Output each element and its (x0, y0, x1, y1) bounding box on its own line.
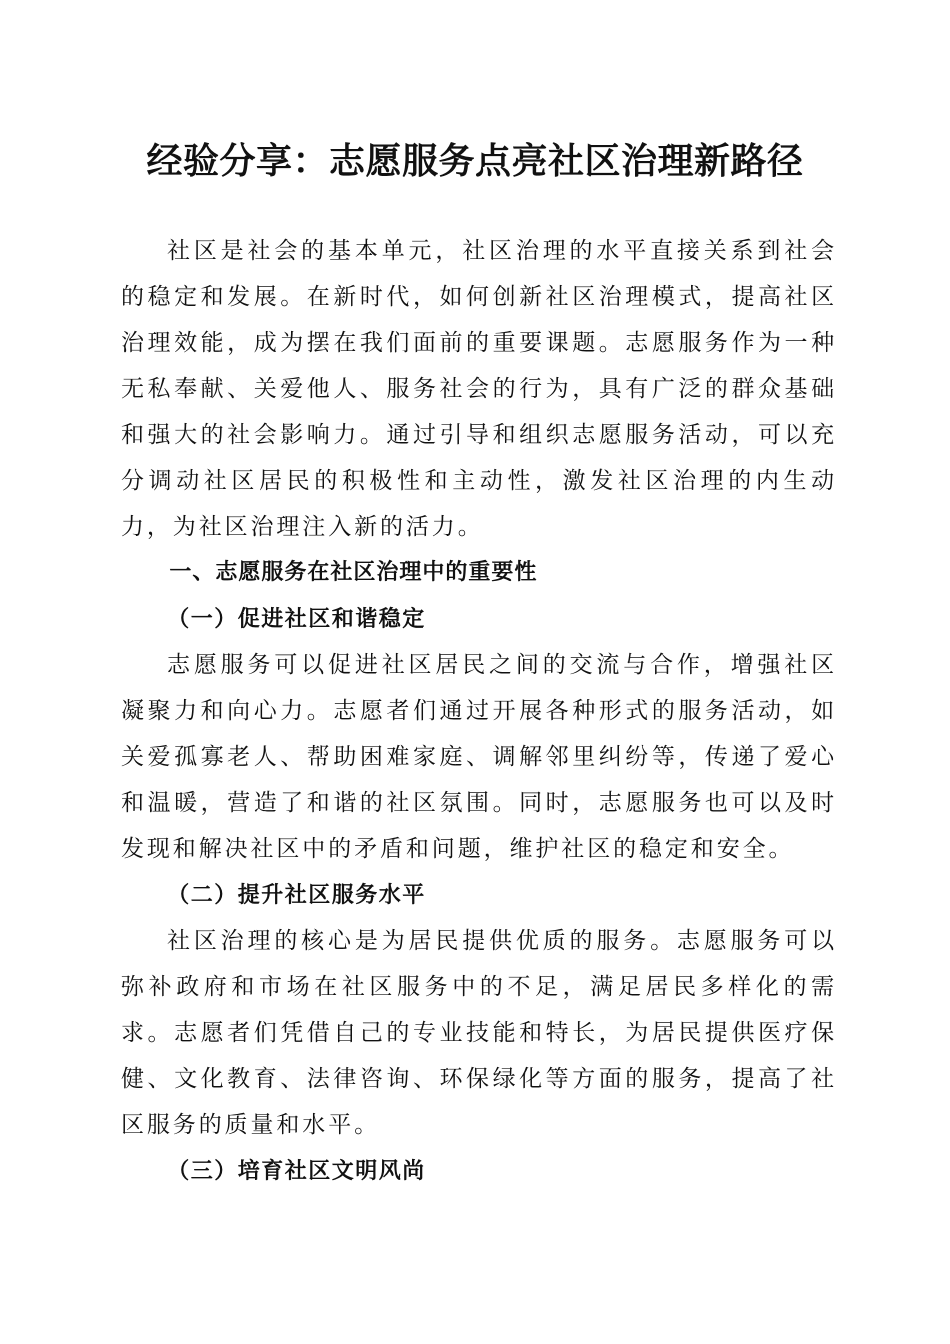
subsection-paragraph: 社区治理的核心是为居民提供优质的服务。志愿服务可以弥补政府和市场在社区服务中的不足，满足居民多样化的需求。志愿者们凭借自己的专业技能和特长，为居民提供医疗保健、文化教育、法律咨询、环保绿化等方面的服务，提高了社区服务的质量和水平。 (121, 928, 837, 1138)
subsection-heading: （二）提升社区服务水平 (167, 882, 426, 908)
intro-paragraph: 社区是社会的基本单元，社区治理的水平直接关系到社会的稳定和发展。在新时代，如何创新社区治理模式，提高社区治理效能，成为摆在我们面前的重要课题。志愿服务作为一种无私奉献、关爱他人、服务社会的行为，具有广泛的群众基础和强大的社会影响力。通过引导和组织志愿服务活动，可以充分调动社区居民的积极性和主动性，激发社区治理的内生动力，为社区治理注入新的活力。 (121, 238, 837, 540)
subsection-heading: （一）促进社区和谐稳定 (167, 606, 426, 632)
subsection-paragraph: 志愿服务可以促进社区居民之间的交流与合作，增强社区凝聚力和向心力。志愿者们通过开展各种形式的服务活动，如关爱孤寡老人、帮助困难家庭、调解邻里纠纷等，传递了爱心和温暖，营造了和谐的社区氛围。同时，志愿服务也可以及时发现和解决社区中的矛盾和问题，维护社区的稳定和安全。 (121, 652, 837, 862)
section-heading: 一、志愿服务在社区治理中的重要性 (169, 560, 538, 585)
document-body (121, 228, 837, 1194)
document-title: 经验分享：志愿服务点亮社区治理新路径 (146, 141, 804, 182)
subsection-heading: （三）培育社区文明风尚 (167, 1158, 426, 1184)
